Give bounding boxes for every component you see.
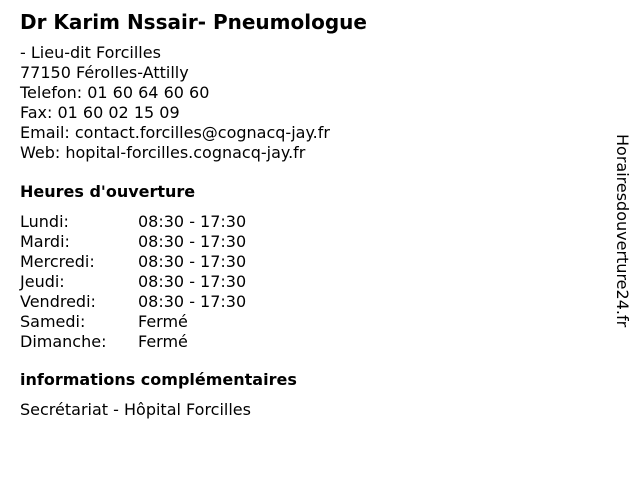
contact-block xyxy=(20,43,600,163)
hours-day: Dimanche: xyxy=(20,332,107,351)
info-text: Secrétariat - Hôpital Forcilles xyxy=(20,400,251,419)
website-link[interactable]: Web: hopital-forcilles.cognacq-jay.fr xyxy=(20,143,306,162)
hours-day: Mardi: xyxy=(20,232,70,251)
hours-day: Vendredi: xyxy=(20,292,96,311)
hours-row xyxy=(20,232,600,252)
hours-time: Fermé xyxy=(138,312,188,331)
fax-number: Fax: 01 60 02 15 09 xyxy=(20,103,180,122)
phone-number[interactable]: Telefon: 01 60 64 60 60 xyxy=(20,83,210,102)
hours-day: Lundi: xyxy=(20,212,69,231)
hours-row xyxy=(20,292,600,312)
hours-time: 08:30 - 17:30 xyxy=(138,272,247,291)
hours-row xyxy=(20,252,600,272)
brand-watermark: Horairesdouverture24.fr xyxy=(613,134,632,328)
hours-time: 08:30 - 17:30 xyxy=(138,232,247,251)
hours-time: 08:30 - 17:30 xyxy=(138,212,247,231)
hours-row xyxy=(20,312,600,332)
hours-time: 08:30 - 17:30 xyxy=(138,292,247,311)
hours-table xyxy=(20,212,600,352)
listing-page xyxy=(20,10,600,420)
email-address[interactable]: Email: contact.forcilles@cognacq-jay.fr xyxy=(20,123,330,142)
page-title: Dr Karim Nssair- Pneumologue xyxy=(20,10,367,34)
hours-heading: Heures d'ouverture xyxy=(20,182,196,201)
hours-day: Samedi: xyxy=(20,312,86,331)
hours-row xyxy=(20,332,600,352)
street-address: - Lieu-dit Forcilles xyxy=(20,43,161,62)
hours-row xyxy=(20,272,600,292)
hours-row xyxy=(20,212,600,232)
hours-time: 08:30 - 17:30 xyxy=(138,252,247,271)
hours-time: Fermé xyxy=(138,332,188,351)
hours-day: Mercredi: xyxy=(20,252,95,271)
city-address: 77150 Férolles-Attilly xyxy=(20,63,189,82)
info-heading: informations complémentaires xyxy=(20,370,297,389)
hours-day: Jeudi: xyxy=(20,272,65,291)
